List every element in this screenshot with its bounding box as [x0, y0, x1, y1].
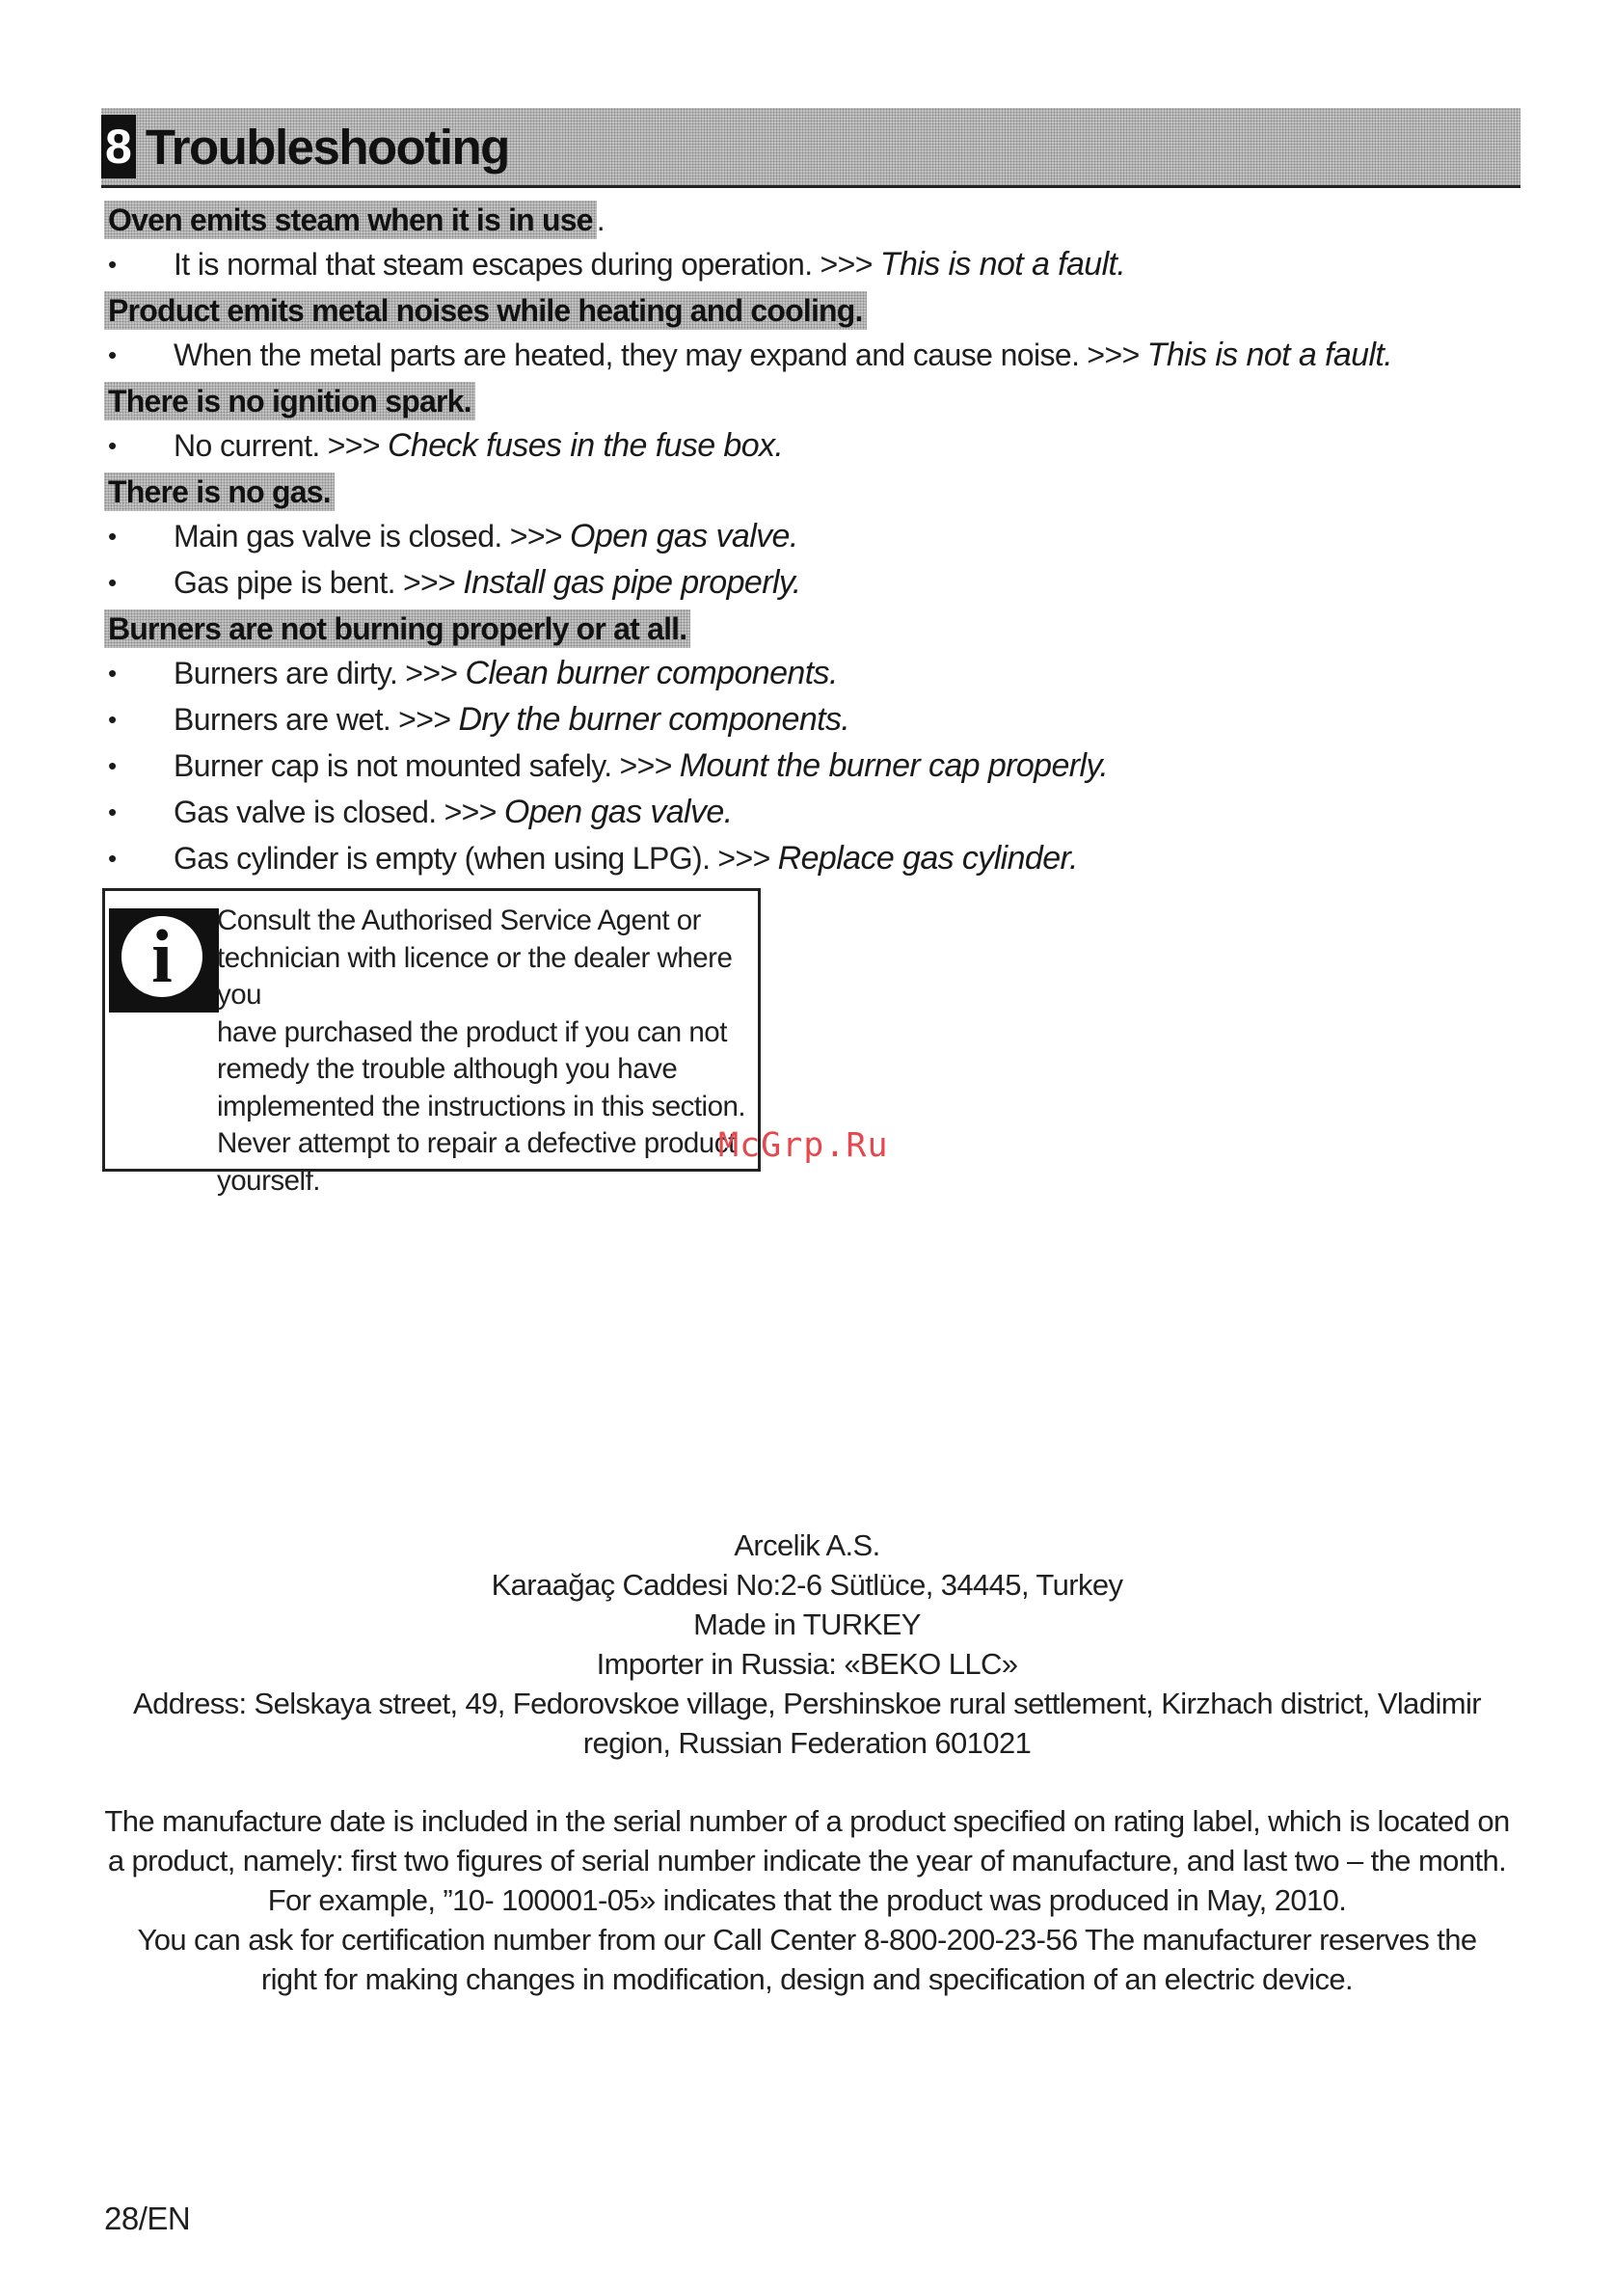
manufacture-line: You can ask for certification number from our Call Center 8-800-200-23-56 The manufacturer reserves the	[137, 1923, 1477, 1957]
notice-line: Never attempt to repair a defective product	[217, 1127, 736, 1159]
remedy-text: Replace gas cylinder.	[777, 839, 1078, 877]
list-item	[104, 650, 1512, 696]
bullet: •	[108, 521, 117, 551]
spacer	[96, 1763, 1518, 1801]
company-line: Address: Selskaya street, 49, Fedorovskoe village, Pershinskoe rural settlement, Kirzhach district, Vladimir	[133, 1687, 1481, 1720]
list-item	[104, 743, 1512, 789]
list-item	[104, 696, 1512, 743]
company-line: region, Russian Federation 601021	[582, 1726, 1032, 1760]
bullet: •	[108, 658, 117, 688]
notice-text	[217, 903, 762, 1200]
cause-text: No current.	[174, 427, 320, 463]
notice-line: have purchased the product if you can not	[217, 1015, 727, 1048]
arrow-marker: >>>	[619, 747, 672, 783]
remedy-text: Mount the burner cap properly.	[679, 746, 1109, 784]
company-line: Arcelik A.S.	[734, 1528, 880, 1562]
cause-text: When the metal parts are heated, they may expand and cause noise.	[174, 337, 1080, 372]
bullet: •	[108, 750, 117, 780]
manufacture-line: For example, ”10- 100001-05» indicates that the product was produced in May, 2010.	[267, 1883, 1347, 1917]
troubleshooting-list	[104, 197, 1512, 881]
info-icon	[109, 908, 219, 1013]
remedy-text: Open gas valve.	[570, 517, 798, 554]
cause-text: Gas pipe is bent.	[174, 564, 395, 600]
remedy-text: This is not a fault.	[1146, 336, 1393, 373]
arrow-marker: >>>	[717, 840, 770, 876]
list-item	[104, 422, 1512, 469]
remedy-text: Open gas valve.	[503, 793, 733, 830]
bullet: •	[108, 430, 117, 460]
arrow-marker: >>>	[398, 701, 451, 737]
heading-trailing: .	[596, 202, 605, 237]
list-item	[104, 835, 1512, 881]
remedy-text: Check fuses in the fuse box.	[387, 426, 784, 464]
info-icon-glyph: i	[117, 911, 207, 1002]
bullet: •	[108, 339, 117, 369]
arrow-marker: >>>	[509, 518, 562, 554]
list-item	[104, 241, 1512, 287]
section-heading	[104, 199, 1512, 241]
bullet: •	[108, 567, 117, 597]
section-heading	[104, 608, 1512, 650]
arrow-marker: >>>	[820, 246, 873, 282]
notice-line: Consult the Authorised Service Agent or	[217, 905, 701, 936]
bullet: •	[108, 797, 117, 826]
cause-text: It is normal that steam escapes during operation.	[174, 246, 813, 282]
heading-text: There is no ignition spark.	[104, 382, 475, 420]
arrow-marker: >>>	[444, 794, 497, 829]
heading-text: Oven emits steam when it is in use	[104, 201, 597, 239]
list-item	[104, 789, 1512, 835]
remedy-text: This is not a fault.	[879, 245, 1126, 283]
company-line: Importer in Russia: «BEKO LLC»	[596, 1647, 1018, 1681]
cause-text: Gas valve is closed.	[174, 794, 437, 829]
manufacture-line: a product, namely: first two figures of serial number indicate the year of manufacture, and last two – the month.	[107, 1844, 1507, 1877]
cause-text: Burners are wet.	[174, 701, 391, 737]
company-line: Karaağaç Caddesi No:2-6 Sütlüce, 34445, Turkey	[491, 1568, 1123, 1602]
page-number: 28/EN	[104, 2201, 191, 2236]
arrow-marker: >>>	[327, 427, 380, 463]
section-heading	[104, 380, 1512, 422]
bullet: •	[108, 704, 117, 734]
bullet: •	[108, 843, 117, 873]
bullet: •	[108, 249, 117, 279]
list-item	[104, 559, 1512, 606]
arrow-marker: >>>	[402, 564, 456, 600]
notice-line: remedy the trouble although you have	[217, 1053, 678, 1085]
cause-text: Burners are dirty.	[174, 655, 398, 690]
notice-line: yourself.	[217, 1164, 320, 1197]
cause-text: Main gas valve is closed.	[174, 518, 502, 554]
section-heading	[104, 471, 1512, 513]
remedy-text: Dry the burner components.	[458, 700, 850, 738]
heading-text: There is no gas.	[104, 473, 335, 511]
section-number: 8	[101, 115, 136, 178]
arrow-marker: >>>	[1087, 337, 1140, 372]
section-heading	[104, 289, 1512, 332]
heading-text: Product emits metal noises while heating and cooling.	[104, 291, 867, 330]
list-item	[104, 332, 1512, 378]
remedy-text: Clean burner components.	[465, 654, 838, 691]
remedy-text: Install gas pipe properly.	[463, 563, 801, 601]
info-notice-box	[102, 888, 761, 1197]
cause-text: Burner cap is not mounted safely.	[174, 747, 612, 783]
manufacture-line: The manufacture date is included in the serial number of a product specified on rating label, which is located on	[104, 1804, 1510, 1838]
list-item	[104, 513, 1512, 559]
section-title-bar	[101, 108, 1520, 188]
arrow-marker: >>>	[405, 655, 458, 690]
company-line: Made in TURKEY	[693, 1607, 921, 1641]
cause-text: Gas cylinder is empty (when using LPG).	[174, 840, 711, 876]
manufacture-line: right for making changes in modification, design and specification of an electric device.	[260, 1962, 1354, 1996]
page-title: Troubleshooting	[145, 119, 509, 175]
heading-text: Burners are not burning properly or at all.	[104, 609, 690, 648]
watermark: McGrp.Ru	[718, 1126, 889, 1165]
notice-line: technician with licence or the dealer where you	[217, 941, 733, 1011]
manufacturer-footer	[96, 1526, 1518, 1999]
notice-line: implemented the instructions in this section.	[217, 1090, 746, 1122]
